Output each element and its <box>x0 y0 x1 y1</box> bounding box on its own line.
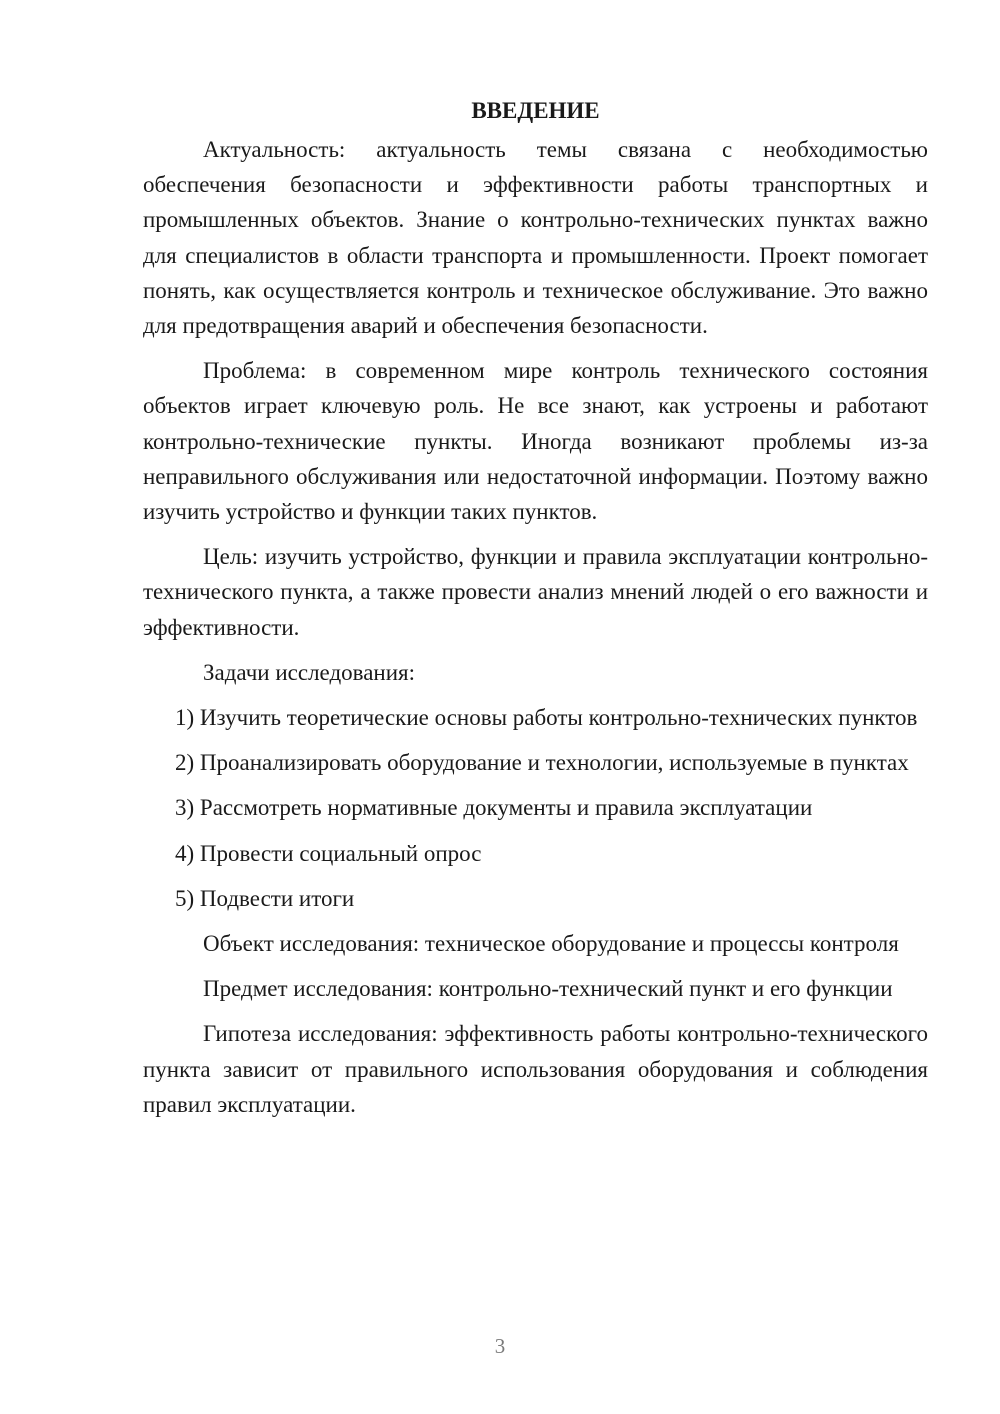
relevance-paragraph: Актуальность: актуальность темы связана с необходимостью обеспечения безопасности и эффективности работы транспортных и промышленных объектов. Знание о контрольно-технических пунктах важно для специалистов в области транспорта и промышленности. Проект помогает понять, как осуществляется контроль и техническое обслуживание. Это важно для предотвращения аварий и обеспечения безопасности. <box>143 137 928 339</box>
task-item-1: 1) Изучить теоретические основы работы контрольно-технических пунктов <box>175 705 918 731</box>
task-item-3: 3) Рассмотреть нормативные документы и правила эксплуатации <box>175 795 813 821</box>
subject-paragraph: Предмет исследования: контрольно-технический пункт и его функции <box>203 976 893 1002</box>
goal-paragraph: Цель: изучить устройство, функции и правила эксплуатации контрольно-технического пункта, а также провести анализ мнений людей о его важности и эффективности. <box>143 544 928 640</box>
task-item-5: 5) Подвести итоги <box>175 885 355 911</box>
problem-paragraph: Проблема: в современном мире контроль технического состояния объектов играет ключевую роль. Не все знают, как устроены и работают контрольно-технические пункты. Иногда возникают проблемы из-за неправильного обслуживания или недостаточной информации. Поэтому важно изучить устройство и функции таких пунктов. <box>143 358 928 525</box>
object-paragraph: Объект исследования: техническое оборудование и процессы контроля <box>203 931 899 957</box>
tasks-title: Задачи исследования: <box>203 659 416 685</box>
task-item-2: 2) Проанализировать оборудование и технологии, используемые в пунктах <box>175 750 909 776</box>
page-number: 3 <box>494 1334 506 1358</box>
tasks-list <box>143 700 928 916</box>
page-content <box>143 96 928 1132</box>
section-heading: ВВЕДЕНИЕ <box>471 98 600 123</box>
hypothesis-paragraph: Гипотеза исследования: эффективность работы контрольно-технического пункта зависит от правильного использования оборудования и соблюдения правил эксплуатации. <box>143 1021 928 1117</box>
task-item-4: 4) Провести социальный опрос <box>175 840 482 866</box>
